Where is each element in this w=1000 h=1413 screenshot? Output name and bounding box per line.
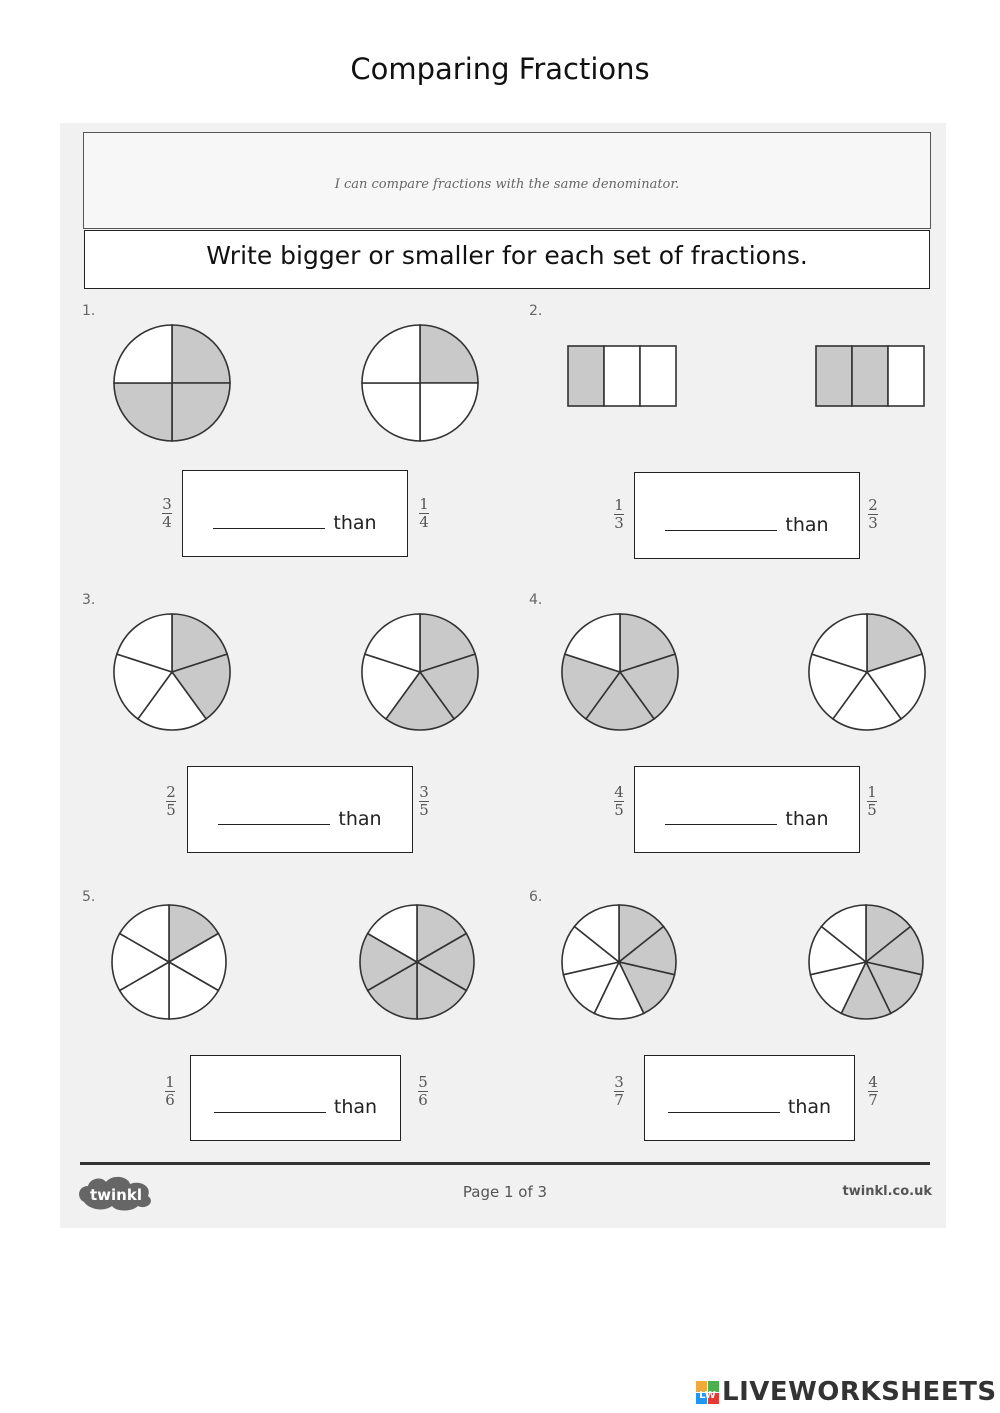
q4-answer-blank[interactable] bbox=[665, 823, 777, 825]
q2-right-fraction bbox=[865, 497, 881, 532]
q5-left-denominator: 6 bbox=[165, 1091, 175, 1109]
q2-left-cell-1-shaded bbox=[568, 346, 604, 406]
q4-right-denominator: 5 bbox=[867, 801, 877, 819]
q6-than-label: than bbox=[787, 1096, 832, 1118]
q1-left-sector-4 bbox=[114, 325, 172, 383]
q2-left-fraction bbox=[611, 497, 627, 532]
q3-left-denominator: 5 bbox=[166, 801, 176, 819]
q4-left-denominator: 5 bbox=[614, 801, 624, 819]
question-number-5: 5. bbox=[82, 889, 96, 905]
q6-left-numerator: 3 bbox=[614, 1073, 624, 1091]
q6-left-denominator: 7 bbox=[614, 1091, 624, 1109]
q4-right-numerator: 1 bbox=[867, 783, 877, 801]
q3-left-numerator: 2 bbox=[166, 783, 176, 801]
q2-answer-box[interactable] bbox=[634, 472, 860, 559]
q5-right-circle-diagram bbox=[358, 903, 476, 1021]
q2-left-cell-2 bbox=[604, 346, 640, 406]
q2-answer-blank[interactable] bbox=[665, 529, 777, 531]
twinkl-logo bbox=[76, 1172, 156, 1210]
q2-right-cell-3 bbox=[888, 346, 924, 406]
q3-left-fraction bbox=[163, 784, 179, 819]
objective-text: I can compare fractions with the same denominator. bbox=[334, 177, 680, 192]
q6-left-fraction bbox=[611, 1074, 627, 1109]
q5-than-label: than bbox=[333, 1096, 378, 1118]
q3-than-label: than bbox=[338, 808, 382, 830]
q1-right-numerator: 1 bbox=[419, 495, 429, 513]
question-number-1: 1. bbox=[82, 303, 96, 319]
q3-left-circle-diagram bbox=[112, 612, 232, 732]
q2-right-cell-2-shaded bbox=[852, 346, 888, 406]
q5-answer-box[interactable] bbox=[190, 1055, 401, 1141]
q3-right-denominator: 5 bbox=[419, 801, 429, 819]
q6-answer-blank[interactable] bbox=[668, 1111, 780, 1113]
q3-answer-blank[interactable] bbox=[218, 823, 330, 825]
question-number-3: 3. bbox=[82, 592, 96, 608]
q4-answer-box[interactable] bbox=[634, 766, 860, 853]
q2-left-bar-diagram bbox=[567, 345, 677, 407]
q6-left-circle-diagram bbox=[560, 903, 678, 1021]
page-number: Page 1 of 3 bbox=[462, 1183, 548, 1201]
q1-left-fraction bbox=[159, 496, 175, 531]
q4-than-label: than bbox=[785, 808, 829, 830]
footer-divider bbox=[80, 1162, 930, 1165]
twinkl-logo-text: twinkl bbox=[90, 1186, 142, 1204]
q2-left-numerator: 1 bbox=[614, 496, 624, 514]
question-number-2: 2. bbox=[529, 303, 543, 319]
site-url: twinkl.co.uk bbox=[842, 1184, 932, 1199]
q1-right-sector-2 bbox=[420, 383, 478, 441]
q1-left-circle-diagram bbox=[112, 323, 232, 443]
q2-than-label: than bbox=[785, 514, 829, 536]
liveworksheets-logo-icon bbox=[696, 1381, 720, 1405]
q2-left-cell-3 bbox=[640, 346, 676, 406]
q1-right-denominator: 4 bbox=[419, 513, 429, 531]
q4-right-circle-diagram bbox=[807, 612, 927, 732]
q5-right-fraction bbox=[415, 1074, 431, 1109]
q2-right-denominator: 3 bbox=[868, 514, 878, 532]
q1-answer-box[interactable] bbox=[182, 470, 408, 557]
q4-left-numerator: 4 bbox=[614, 783, 624, 801]
q3-right-fraction bbox=[416, 784, 432, 819]
q2-left-denominator: 3 bbox=[614, 514, 624, 532]
q1-right-circle-diagram bbox=[360, 323, 480, 443]
q1-left-denominator: 4 bbox=[162, 513, 172, 531]
q4-left-circle-diagram bbox=[560, 612, 680, 732]
q1-answer-blank[interactable] bbox=[213, 527, 325, 529]
q6-right-numerator: 4 bbox=[868, 1073, 878, 1091]
q1-right-sector-3 bbox=[362, 383, 420, 441]
q4-right-fraction bbox=[864, 784, 880, 819]
q2-right-cell-1-shaded bbox=[816, 346, 852, 406]
q3-answer-box[interactable] bbox=[187, 766, 413, 853]
q6-right-circle-diagram bbox=[807, 903, 925, 1021]
q4-left-fraction bbox=[611, 784, 627, 819]
q1-right-fraction bbox=[416, 496, 432, 531]
q5-left-circle-diagram bbox=[110, 903, 228, 1021]
instruction-text: Write bigger or smaller for each set of fractions. bbox=[206, 241, 808, 270]
q2-right-numerator: 2 bbox=[868, 496, 878, 514]
q6-right-denominator: 7 bbox=[868, 1091, 878, 1109]
question-number-4: 4. bbox=[529, 592, 543, 608]
q1-than-label: than bbox=[333, 512, 377, 534]
q6-right-fraction bbox=[865, 1074, 881, 1109]
q1-left-sector-3-shaded bbox=[114, 383, 172, 441]
q5-left-fraction bbox=[162, 1074, 178, 1109]
q3-right-numerator: 3 bbox=[419, 783, 429, 801]
q1-left-sector-1-shaded bbox=[172, 325, 230, 383]
q6-answer-box[interactable] bbox=[644, 1055, 855, 1141]
q1-left-sector-2-shaded bbox=[172, 383, 230, 441]
q5-right-numerator: 5 bbox=[418, 1073, 428, 1091]
q2-right-bar-diagram bbox=[815, 345, 925, 407]
q1-right-sector-1-shaded bbox=[420, 325, 478, 383]
question-number-6: 6. bbox=[529, 889, 543, 905]
q5-left-numerator: 1 bbox=[165, 1073, 175, 1091]
q5-right-denominator: 6 bbox=[418, 1091, 428, 1109]
q5-answer-blank[interactable] bbox=[214, 1111, 326, 1113]
page-title: Comparing Fractions bbox=[350, 52, 650, 86]
q3-right-circle-diagram bbox=[360, 612, 480, 732]
q1-left-numerator: 3 bbox=[162, 495, 172, 513]
liveworksheets-brand: LIVEWORKSHEETS bbox=[722, 1377, 997, 1407]
liveworksheets-logo-letters: LW bbox=[699, 1390, 716, 1401]
q1-right-sector-4 bbox=[362, 325, 420, 383]
